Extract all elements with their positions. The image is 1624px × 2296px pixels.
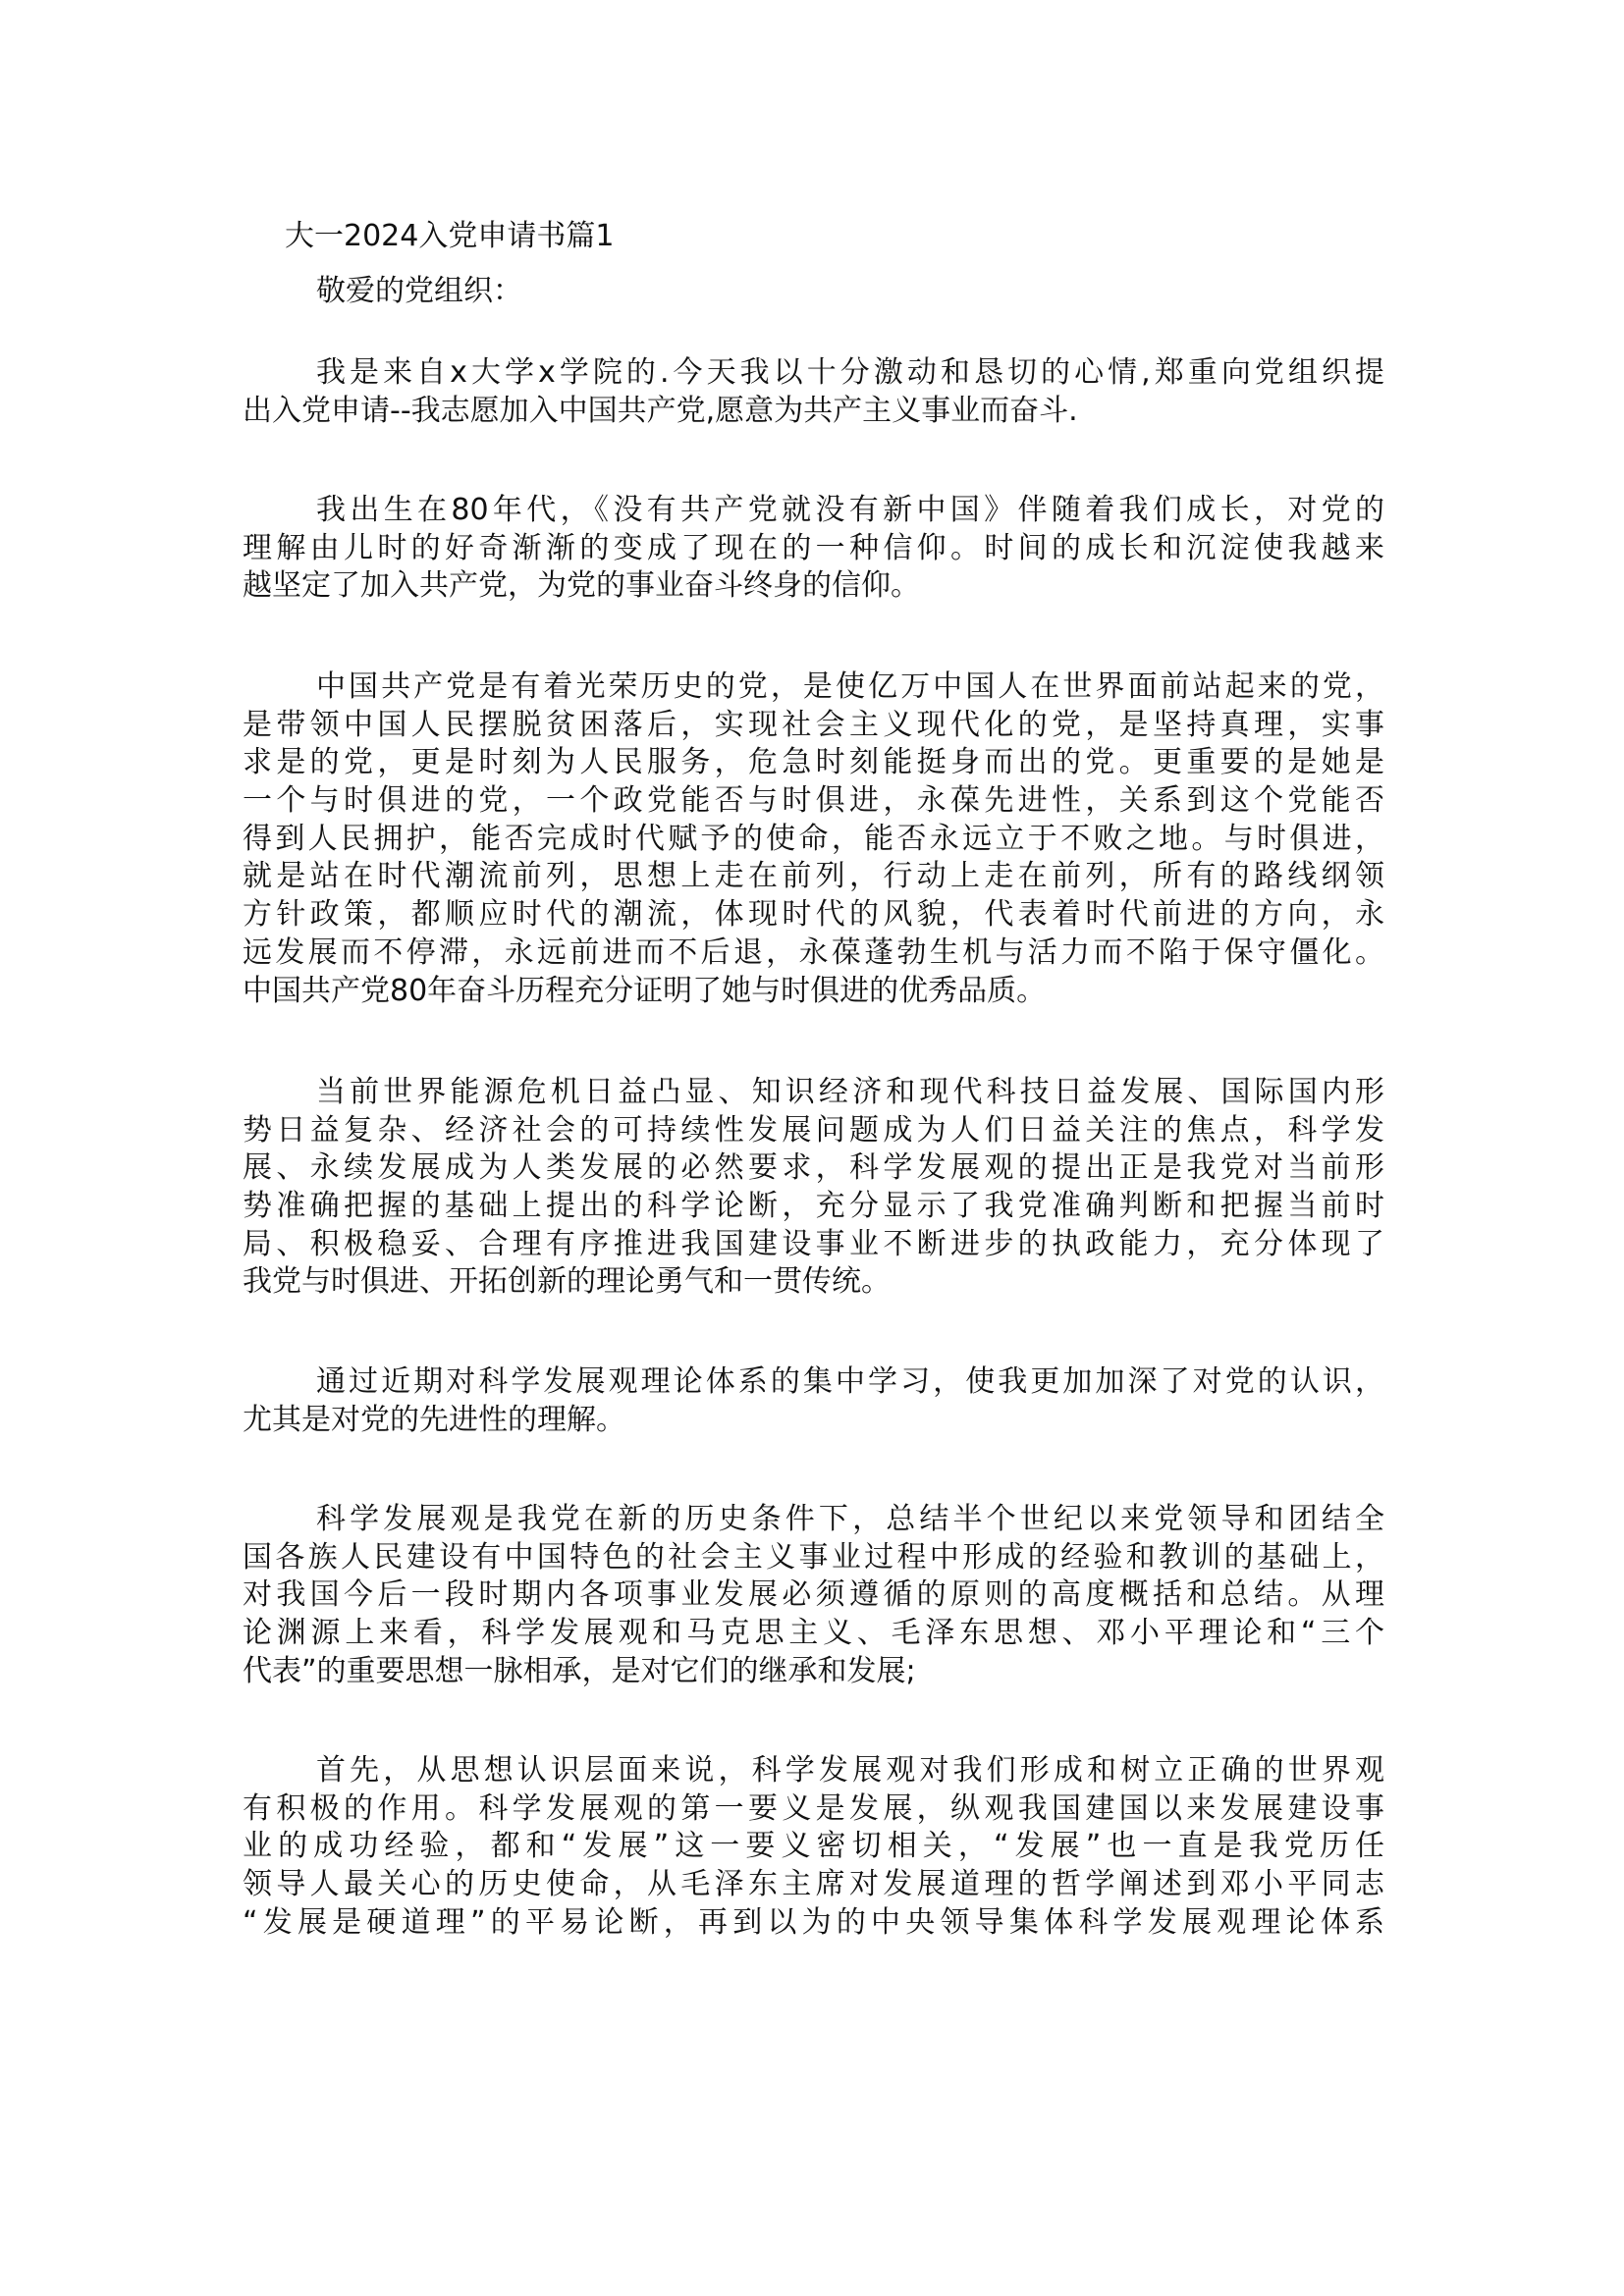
paragraph-line: 理解由儿时的好奇渐渐的变成了现在的一种信仰。时间的成长和沉淀使我越来	[243, 530, 1384, 565]
paragraph-line: 势日益复杂、经济社会的可持续性发展问题成为人们日益关注的焦点，科学发	[243, 1112, 1384, 1148]
paragraph-line: 我党与时俱进、开拓创新的理论勇气和一贯传统。	[243, 1264, 891, 1300]
paragraph-line: 科学发展观是我党在新的历史条件下，总结半个世纪以来党领导和团结全	[316, 1502, 1384, 1536]
paragraph-line: 远发展而不停滞，永远前进而不后退，永葆蓬勃生机与活力而不陷于保守僵化。	[243, 934, 1384, 970]
paragraph	[243, 354, 1384, 430]
paragraph-line: 求是的党，更是时刻为人民服务，危急时刻能挺身而出的党。更重要的是她是	[243, 745, 1384, 780]
salutation: 敬爱的党组织：	[316, 274, 522, 308]
paragraph	[243, 1363, 1384, 1439]
paragraph	[243, 1074, 1384, 1302]
paragraph	[243, 668, 1384, 1010]
paragraph-line: 尤其是对党的先进性的理解。	[243, 1402, 625, 1437]
paragraph-line: 我出生在80年代，《没有共产党就没有新中国》伴随着我们成长，对党的	[316, 493, 1384, 527]
paragraph-line: 代表”的重要思想一脉相承，是对它们的继承和发展;	[243, 1653, 916, 1688]
paragraph-line: 业的成功经验，都和“发展”这一要义密切相关，“发展”也一直是我党历任	[243, 1829, 1384, 1864]
paragraph-line: 方针政策，都顺应时代的潮流，体现时代的风貌，代表着时代前进的方向，永	[243, 897, 1384, 933]
paragraph-line: 有积极的作用。科学发展观的第一要义是发展，纵观我国建国以来发展建设事	[243, 1790, 1384, 1826]
paragraph-line: 国各族人民建设有中国特色的社会主义事业过程中形成的经验和教训的基础上，	[243, 1539, 1384, 1575]
paragraph-line: “发展是硬道理”的平易论断，再到以为的中央领导集体科学发展观理论体系	[243, 1904, 1384, 1940]
paragraph-line: 对我国今后一段时期内各项事业发展必须遵循的原则的高度概括和总结。从理	[243, 1577, 1384, 1613]
paragraph-line: 局、积极稳妥、合理有序推进我国建设事业不断进步的执政能力，充分体现了	[243, 1226, 1384, 1261]
paragraph-line: 就是站在时代潮流前列，思想上走在前列，行动上走在前列，所有的路线纲领	[243, 859, 1384, 894]
paragraph-line: 当前世界能源危机日益凸显、知识经济和现代科技日益发展、国际国内形	[316, 1075, 1384, 1109]
paragraph-line: 论渊源上来看，科学发展观和马克思主义、毛泽东思想、邓小平理论和“三个	[243, 1616, 1384, 1651]
paragraph-line: 是带领中国人民摆脱贫困落后，实现社会主义现代化的党，是坚持真理，实事	[243, 707, 1384, 742]
paragraph-line: 中国共产党是有着光荣历史的党，是使亿万中国人在世界面前站起来的党，	[316, 669, 1384, 704]
paragraph-line: 势准确把握的基础上提出的科学论断，充分显示了我党准确判断和把握当前时	[243, 1189, 1384, 1224]
paragraph-line: 越坚定了加入共产党，为党的事业奋斗终身的信仰。	[243, 568, 920, 604]
paragraph-line: 中国共产党80年奋斗历程充分证明了她与时俱进的优秀品质。	[243, 973, 1047, 1008]
paragraph-line: 一个与时俱进的党，一个政党能否与时俱进，永葆先进性，关系到这个党能否	[243, 783, 1384, 819]
paragraph-line: 得到人民拥护，能否完成时代赋予的使命，能否永远立于不败之地。与时俱进，	[243, 821, 1384, 856]
paragraph-line: 展、永续发展成为人类发展的必然要求，科学发展观的提出正是我党对当前形	[243, 1150, 1384, 1186]
paragraph-line: 领导人最关心的历史使命，从毛泽东主席对发展道理的哲学阐述到邓小平同志	[243, 1867, 1384, 1902]
paragraph-line: 我是来自x大学x学院的.今天我以十分激动和恳切的心情,郑重向党组织提	[316, 355, 1384, 390]
paragraph-line: 首先，从思想认识层面来说，科学发展观对我们形成和树立正确的世界观	[316, 1753, 1384, 1788]
document-title: 大一2024入党申请书篇1	[285, 219, 615, 253]
paragraph-line: 通过近期对科学发展观理论体系的集中学习，使我更加加深了对党的认识，	[316, 1364, 1384, 1399]
paragraph	[243, 492, 1384, 606]
paragraph	[243, 1752, 1384, 1942]
paragraph	[243, 1501, 1384, 1690]
paragraph-line: 出入党申请--我志愿加入中国共产党,愿意为共产主义事业而奋斗.	[243, 393, 1078, 428]
